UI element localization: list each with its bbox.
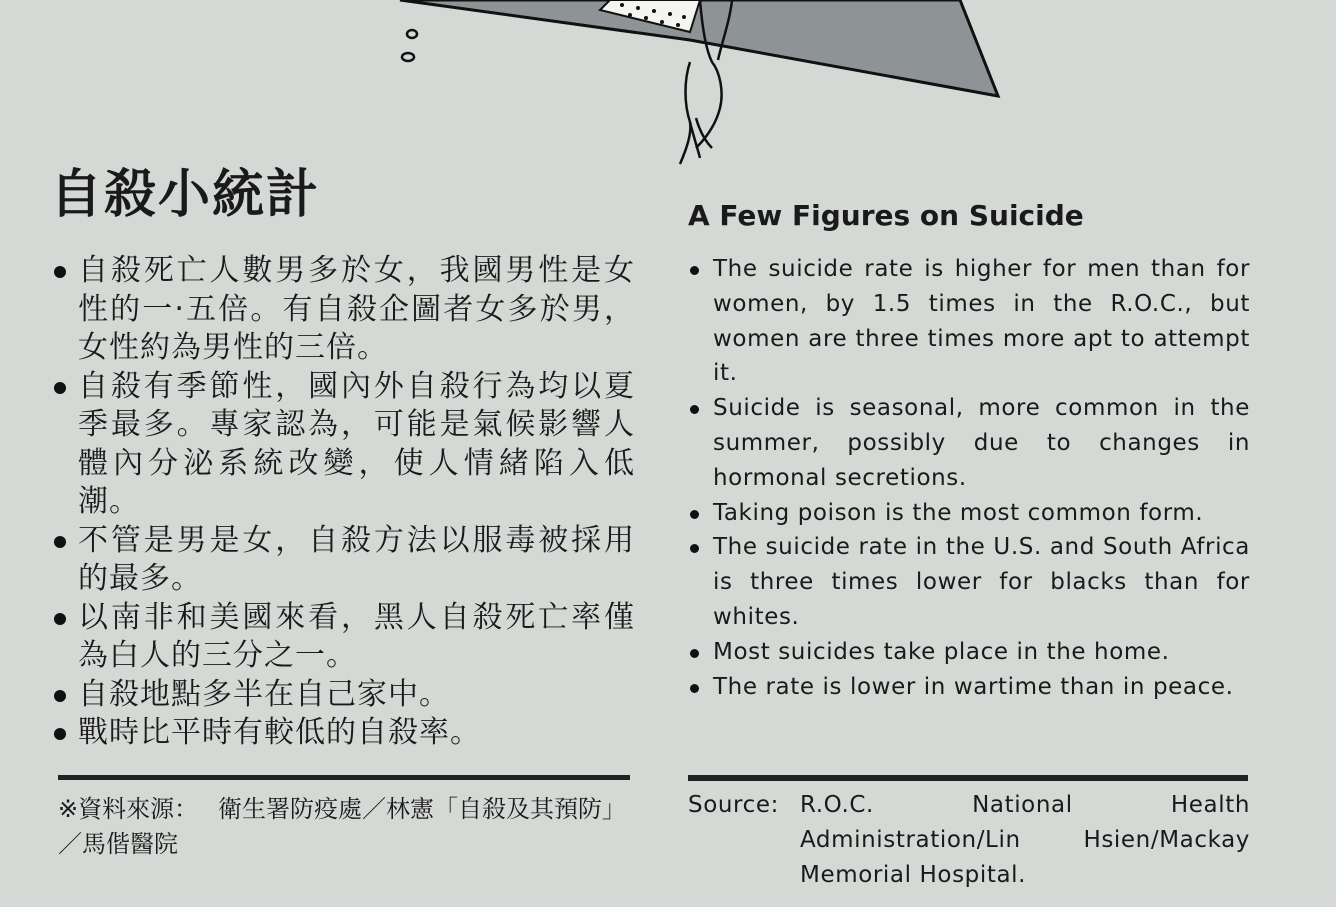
zh-bullet: 自殺死亡人數男多於女，我國男性是女性的一‧五倍。有自殺企圖者女多於男，女性約為男性的三倍。	[50, 252, 635, 368]
illustration	[0, 0, 1336, 180]
en-bullet: The suicide rate is higher for men than for women, by 1.5 times in the R.O.C., but women are three times more apt to attempt it.	[688, 252, 1250, 391]
en-bullet: The rate is lower in wartime than in peace.	[688, 670, 1250, 705]
en-bullet-list	[688, 252, 1250, 704]
en-bullet: Most suicides take place in the home.	[688, 635, 1250, 670]
bubbles-icon	[402, 30, 417, 61]
en-bullet: Taking poison is the most common form.	[688, 496, 1250, 531]
zh-bullet: 以南非和美國來看，黑人自殺死亡率僅為白人的三分之一。	[50, 599, 635, 676]
en-bullet: Suicide is seasonal, more common in the summer, possibly due to changes in hormonal secretions.	[688, 391, 1250, 495]
zh-source	[58, 792, 638, 862]
zh-source-label: ※資料來源：	[58, 795, 199, 823]
zh-bullet: 自殺地點多半在自己家中。	[50, 676, 635, 715]
zh-bullet: 戰時比平時有較低的自殺率。	[50, 714, 635, 753]
zh-bullet: 不管是男是女，自殺方法以服毒被採用的最多。	[50, 522, 635, 599]
zh-bullet-list	[50, 252, 635, 753]
zh-title: 自殺小統計	[50, 165, 321, 225]
en-source	[688, 788, 1250, 893]
zh-bullet: 自殺有季節性，國內外自殺行為均以夏季最多。專家認為，可能是氣候影響人體內分泌系統改變，使人情緒陷入低潮。	[50, 368, 635, 522]
en-title: A Few Figures on Suicide	[688, 199, 1084, 232]
tilted-paper-illustration	[400, 0, 998, 96]
en-source-text: R.O.C. National Health Administration/Lin Hsien/Mackay Memorial Hospital.	[800, 792, 1250, 888]
en-bullet: The suicide rate in the U.S. and South Africa is three times lower for blacks than for whites.	[688, 530, 1250, 634]
en-source-label: Source:	[688, 792, 779, 818]
zh-source-text: 衛生署防疫處／林憲「自殺及其預防」／馬偕醫院	[58, 795, 626, 858]
en-divider	[688, 775, 1248, 781]
zh-divider	[58, 775, 630, 780]
